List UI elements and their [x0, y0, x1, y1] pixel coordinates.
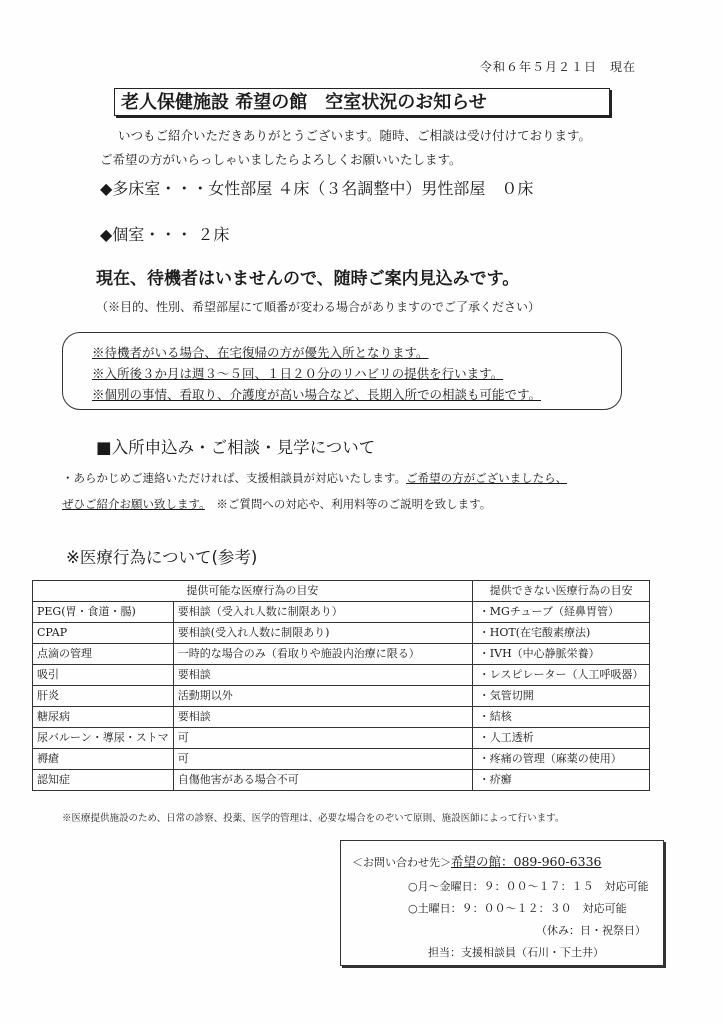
possible-item: PEG(胃・食道・腸) [33, 602, 174, 623]
contact-line [352, 852, 601, 870]
possible-status: 要相談（受入れ人数に制限あり） [173, 602, 472, 623]
admission-line-2-plain: ※ご質問への対応や、利用料等のご説明を致します。 [204, 497, 492, 511]
contact-label: ＜お問い合わせ先＞ [352, 856, 451, 869]
admission-line-1-underlined: ご希望の方がございましたら、 [406, 471, 568, 485]
intro-line-1: いつもご紹介いただきありがとうございます。随時、ご相談は受け付けております。 [118, 128, 592, 143]
medical-heading: ※医療行為について(参考) [66, 548, 258, 567]
possible-status: 要相談 [173, 707, 472, 728]
notice-long-stay: ※個別の事情、看取り、介護度が高い場合など、長期入所での相談も可能です。 [92, 387, 542, 402]
medical-note: ※医療提供施設のため、日常の診察、投薬、医学的管理は、必要な場合をのぞいて原則、施設医師によって行います。 [62, 813, 565, 824]
table-row [33, 623, 650, 644]
contact-staff: 担当：支援相談員（石川・下土井） [428, 946, 604, 959]
possible-item: 尿バルーン・導尿・ストマ [33, 728, 174, 749]
possible-header: 提供可能な医療行為の目安 [33, 581, 473, 602]
page-title: 老人保健施設 希望の館 空室状況のお知らせ [114, 88, 610, 116]
holiday-note: （休み：日・祝祭日） [536, 924, 646, 937]
impossible-item: ・IVH（中心静脈栄養） [472, 644, 650, 665]
impossible-item: ・MGチューブ（経鼻胃管） [472, 602, 650, 623]
table-row [33, 665, 650, 686]
possible-item: 褥瘡 [33, 749, 174, 770]
possible-status: 要相談 [173, 665, 472, 686]
table-row [33, 686, 650, 707]
admission-line-2 [62, 496, 491, 512]
admission-heading: ■入所申込み・ご相談・見学について [96, 438, 376, 457]
private-room-status: ◆個室・・・ ２床 [100, 225, 230, 244]
admission-line-1-plain: ・あらかじめご連絡いただければ、支援相談員が対応いたします。 [62, 471, 407, 485]
table-row [33, 749, 650, 770]
notice-rehab: ※入所後３か月は週３～５回、１日２０分のリハビリの提供を行います。 [92, 366, 504, 381]
possible-item: 肝炎 [33, 686, 174, 707]
impossible-item: ・レスピレーター（人工呼吸器） [472, 665, 650, 686]
possible-item: 糖尿病 [33, 707, 174, 728]
possible-item: CPAP [33, 623, 174, 644]
table-row [33, 728, 650, 749]
possible-item: 吸引 [33, 665, 174, 686]
impossible-item: ・疼痛の管理（麻薬の使用） [472, 749, 650, 770]
impossible-item: ・疥癬 [472, 770, 650, 791]
contact-phone: 希望の館：089-960-6336 [451, 854, 602, 869]
impossible-header: 提供できない医療行為の目安 [472, 581, 650, 602]
waiting-status: 現在、待機者はいませんので、随時ご案内見込みです。 [96, 269, 520, 289]
possible-status: 一時的な場合のみ（看取りや施設内治療に限る） [173, 644, 472, 665]
possible-status: 可 [173, 749, 472, 770]
possible-status: 要相談(受入れ人数に制限あり) [173, 623, 472, 644]
possible-status: 活動期以外 [173, 686, 472, 707]
weekday-hours: ○月～金曜日：９：００～１７：１５ 対応可能 [408, 880, 649, 893]
possible-status: 自傷他害がある場合不可 [173, 770, 472, 791]
table-row [33, 707, 650, 728]
table-row [33, 602, 650, 623]
table-row [33, 770, 650, 791]
medical-table [32, 580, 650, 791]
admission-line-1 [62, 470, 567, 486]
impossible-item: ・気管切開 [472, 686, 650, 707]
notice-priority: ※待機者がいる場合、在宅復帰の方が優先入所となります。 [92, 345, 429, 360]
table-row [33, 644, 650, 665]
possible-item: 点滴の管理 [33, 644, 174, 665]
multi-bed-room-status: ◆多床室・・・女性部屋 ４床（３名調整中）男性部屋 ０床 [100, 179, 534, 198]
intro-line-2: ご希望の方がいらっしゃいましたらよろしくお願いいたします。 [100, 152, 462, 167]
possible-item: 認知症 [33, 770, 174, 791]
impossible-item: ・人工透析 [472, 728, 650, 749]
admission-line-2-underlined: ぜひご紹介お願い致します。 [62, 497, 205, 511]
impossible-item: ・結核 [472, 707, 650, 728]
report-date: 令和６年５月２１日 現在 [480, 60, 637, 74]
order-note: （※目的、性別、希望部屋にて順番が変わる場合がありますのでご了承ください） [96, 300, 541, 314]
impossible-item: ・HOT(在宅酸素療法) [472, 623, 650, 644]
saturday-hours: ○土曜日：９：００～１２：３０ 対応可能 [408, 902, 627, 915]
possible-status: 可 [173, 728, 472, 749]
